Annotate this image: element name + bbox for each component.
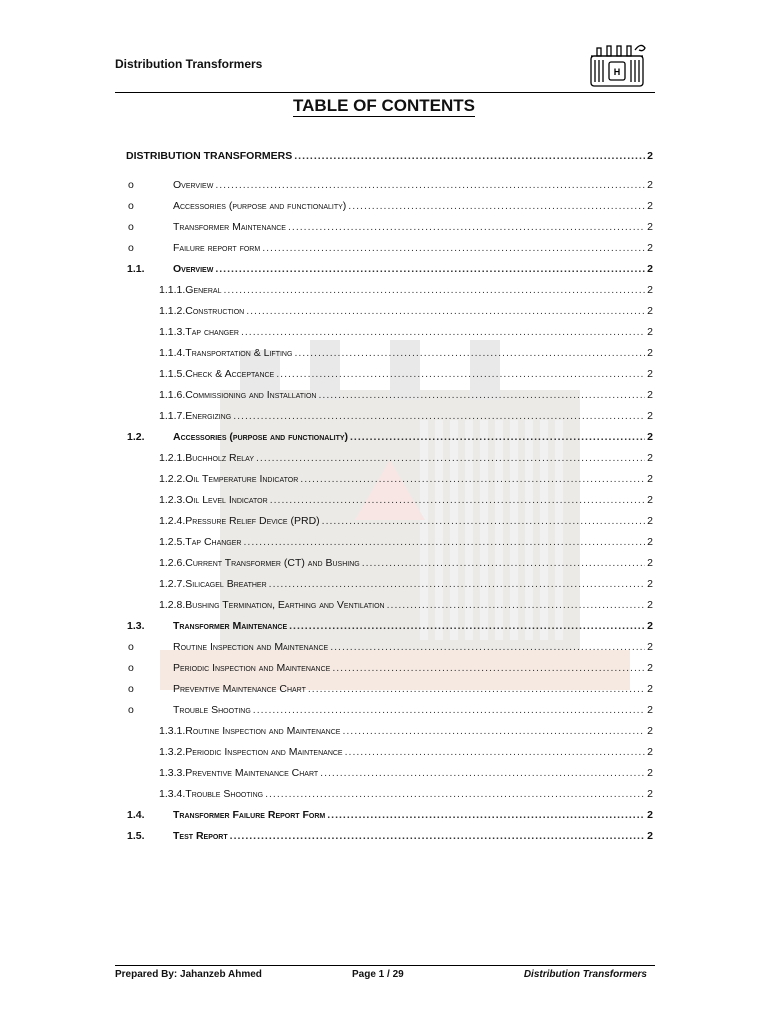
toc-entry[interactable]: [159, 574, 653, 590]
toc-entry-title: Silicagel Breather: [185, 578, 267, 590]
toc-entry-title: Test Report: [173, 830, 228, 842]
toc-entry-title: Bushing Termination, Earthing and Ventilation: [185, 599, 385, 611]
toc-dot-leader: [269, 578, 646, 590]
toc-entry[interactable]: [127, 616, 653, 632]
toc-entry[interactable]: [127, 427, 653, 443]
toc-dot-leader: [327, 809, 645, 821]
toc-entry[interactable]: [159, 385, 653, 401]
toc-entry-title: Check & Acceptance: [185, 368, 275, 380]
toc-title-text: TABLE OF CONTENTS: [293, 96, 475, 115]
toc-entry-title: DISTRIBUTION TRANSFORMERS: [126, 150, 293, 162]
toc-entry-page: 2: [647, 704, 653, 716]
toc-entry-page: 2: [647, 389, 653, 401]
toc-entry-title: Preventive Maintenance Chart: [173, 683, 306, 695]
toc-entry[interactable]: [159, 721, 653, 737]
toc-entry-title: Periodic Inspection and Maintenance: [185, 746, 343, 758]
toc-entry-title: Construction: [185, 305, 245, 317]
toc-entry[interactable]: [128, 196, 653, 212]
toc-entry[interactable]: [159, 364, 653, 380]
toc-dot-leader: [246, 305, 645, 317]
toc-entry-number: o: [128, 662, 134, 674]
toc-entry-number: o: [128, 221, 134, 233]
toc-entry-title: Trouble Shooting: [185, 788, 264, 800]
toc-entry-number: 1.3.: [127, 620, 145, 632]
toc-dot-leader: [233, 410, 645, 422]
toc-dot-leader: [318, 389, 645, 401]
toc-entry-title: Overview: [173, 263, 214, 275]
toc-entry-page: 2: [647, 263, 653, 275]
toc-entry-page: 2: [647, 620, 653, 632]
toc-entry-title: Transformer Failure Report Form: [173, 809, 326, 821]
header-title: Distribution Transformers: [115, 57, 263, 71]
toc-entry-number: 1.2.: [127, 431, 145, 443]
footer-prepared-by: Prepared By: Jahanzeb Ahmed: [115, 969, 262, 980]
toc-entry-number: 1.3.1.: [159, 725, 186, 737]
toc-entry[interactable]: [159, 763, 653, 779]
toc-dot-leader: [294, 150, 645, 162]
toc-entry-page: 2: [647, 683, 653, 695]
toc-entry-title: Pressure Relief Device (PRD): [185, 515, 320, 527]
toc-entry-page: 2: [647, 473, 653, 485]
toc-entry[interactable]: [159, 511, 653, 527]
toc-entry-number: o: [128, 641, 134, 653]
toc-dot-leader: [223, 284, 645, 296]
toc-entry-title: Commissioning and Installation: [185, 389, 317, 401]
toc-entry[interactable]: [159, 322, 653, 338]
transformer-logo-icon: [585, 38, 649, 90]
toc-entry-title: Current Transformer (CT) and Bushing: [185, 557, 360, 569]
toc-entry[interactable]: [127, 826, 653, 842]
toc-entry-page: 2: [647, 179, 653, 191]
toc-entry-number: 1.3.2.: [159, 746, 186, 758]
toc-dot-leader: [243, 536, 645, 548]
toc-entry[interactable]: [159, 742, 653, 758]
toc-dot-leader: [265, 788, 645, 800]
toc-entry-page: 2: [647, 578, 653, 590]
toc-entry-number: 1.2.8.: [159, 599, 186, 611]
toc-dot-leader: [289, 620, 645, 632]
toc-entry[interactable]: [159, 280, 653, 296]
toc-entry-title: Transformer Maintenance: [173, 620, 288, 632]
toc-entry-page: 2: [647, 767, 653, 779]
toc-entry-number: 1.2.2.: [159, 473, 186, 485]
footer-page-number: Page 1 / 29: [352, 969, 404, 980]
toc-entry-page: 2: [647, 788, 653, 800]
toc-dot-leader: [362, 557, 645, 569]
toc-dot-leader: [253, 704, 645, 716]
toc-entry-number: 1.4.: [127, 809, 145, 821]
toc-entry-page: 2: [647, 368, 653, 380]
page-header: [115, 52, 655, 93]
toc-entry-title: Tap Changer: [185, 536, 242, 548]
toc-entry-page: 2: [647, 599, 653, 611]
toc-entry[interactable]: [126, 146, 653, 162]
toc-entry-title: Buchholz Relay: [185, 452, 254, 464]
toc-entry[interactable]: [159, 532, 653, 548]
toc-dot-leader: [345, 746, 646, 758]
toc-entry-number: o: [128, 242, 134, 254]
toc-entry-number: 1.1.4.: [159, 347, 186, 359]
toc-entry-page: 2: [647, 150, 653, 162]
toc-entry[interactable]: [159, 490, 653, 506]
toc-dot-leader: [215, 179, 645, 191]
toc-entry-number: 1.2.6.: [159, 557, 186, 569]
toc-entry-page: 2: [647, 242, 653, 254]
toc-entry-number: o: [128, 200, 134, 212]
toc-entry-page: 2: [647, 326, 653, 338]
toc-entry-number: o: [128, 179, 134, 191]
toc-dot-leader: [256, 452, 645, 464]
toc-entry-page: 2: [647, 557, 653, 569]
toc-entry-page: 2: [647, 809, 653, 821]
toc-dot-leader: [387, 599, 646, 611]
toc-dot-leader: [300, 473, 645, 485]
toc-entry-title: Overview: [173, 179, 214, 191]
toc-entry-page: 2: [647, 431, 653, 443]
toc-entry-page: 2: [647, 284, 653, 296]
toc-entry-number: 1.1.2.: [159, 305, 186, 317]
toc-entry[interactable]: [127, 259, 653, 275]
toc-entry-number: 1.2.3.: [159, 494, 186, 506]
toc-entry-number: 1.1.5.: [159, 368, 186, 380]
toc-entry-number: o: [128, 704, 134, 716]
toc-dot-leader: [330, 641, 645, 653]
svg-text:H: H: [613, 67, 621, 77]
toc-entry-number: 1.2.1.: [159, 452, 186, 464]
toc-entry-page: 2: [647, 452, 653, 464]
toc-entry[interactable]: [128, 679, 653, 695]
toc-entry-number: o: [128, 683, 134, 695]
toc-entry-page: 2: [647, 515, 653, 527]
toc-dot-leader: [322, 515, 645, 527]
toc-entry-page: 2: [647, 494, 653, 506]
toc-entry-page: 2: [647, 347, 653, 359]
page-footer: [115, 965, 655, 984]
toc-entry[interactable]: [128, 658, 653, 674]
toc-dot-leader: [320, 767, 645, 779]
toc-entry-page: 2: [647, 410, 653, 422]
toc-entry-title: Routine Inspection and Maintenance: [185, 725, 341, 737]
toc-entry-title: Trouble Shooting: [173, 704, 251, 716]
toc-dot-leader: [288, 221, 645, 233]
toc-dot-leader: [348, 200, 645, 212]
toc-entry-title: Failure report form: [173, 242, 261, 254]
toc-entry-title: Periodic Inspection and Maintenance: [173, 662, 331, 674]
toc-entry[interactable]: [159, 448, 653, 464]
toc-entry-page: 2: [647, 221, 653, 233]
toc-dot-leader: [241, 326, 645, 338]
toc-entry-number: 1.1.6.: [159, 389, 186, 401]
toc-entry[interactable]: [159, 553, 653, 569]
toc-dot-leader: [342, 725, 645, 737]
toc-entry-title: Oil Level Indicator: [185, 494, 268, 506]
toc-entry-title: Tap changer: [185, 326, 239, 338]
toc-entry-number: 1.3.4.: [159, 788, 186, 800]
toc-entry-number: 1.5.: [127, 830, 145, 842]
toc-entry-page: 2: [647, 725, 653, 737]
toc-entry-number: 1.3.3.: [159, 767, 186, 779]
toc-entry-title: Oil Temperature Indicator: [185, 473, 299, 485]
toc-entry[interactable]: [128, 238, 653, 254]
toc-dot-leader: [308, 683, 645, 695]
toc-dot-leader: [215, 263, 645, 275]
toc-entry-title: Preventive Maintenance Chart: [185, 767, 319, 779]
toc-entry-title: Accessories (purpose and functionality): [173, 200, 347, 212]
toc-dot-leader: [350, 431, 645, 443]
toc-entry[interactable]: [159, 469, 653, 485]
toc-dot-leader: [262, 242, 645, 254]
toc-entry-page: 2: [647, 536, 653, 548]
toc-entry-title: Transportation & Lifting: [185, 347, 293, 359]
toc-entry-title: Energizing: [185, 410, 232, 422]
toc-entry-title: Accessories (purpose and functionality): [173, 431, 349, 443]
toc-entry[interactable]: [159, 343, 653, 359]
toc-entry-number: 1.2.7.: [159, 578, 186, 590]
toc-entry-number: 1.1.: [127, 263, 145, 275]
toc-entry[interactable]: [159, 301, 653, 317]
toc-entry-number: 1.1.7.: [159, 410, 186, 422]
toc-entry[interactable]: [128, 700, 653, 716]
toc-entry-page: 2: [647, 641, 653, 653]
toc-dot-leader: [332, 662, 645, 674]
toc-dot-leader: [230, 830, 646, 842]
toc-entry[interactable]: [159, 406, 653, 422]
toc-entry-number: 1.1.3.: [159, 326, 186, 338]
toc-entry-page: 2: [647, 200, 653, 212]
toc-entry-page: 2: [647, 746, 653, 758]
toc-entry[interactable]: [159, 595, 653, 611]
toc-entry[interactable]: [159, 784, 653, 800]
toc-entry[interactable]: [128, 637, 653, 653]
toc-entry-page: 2: [647, 830, 653, 842]
footer-doc-name: Distribution Transformers: [523, 969, 647, 980]
toc-entry-number: 1.1.1.: [159, 284, 186, 296]
toc-dot-leader: [294, 347, 645, 359]
toc-entry[interactable]: [128, 175, 653, 191]
toc-entry-page: 2: [647, 662, 653, 674]
toc-entry-number: 1.2.4.: [159, 515, 186, 527]
toc-entry-title: General: [185, 284, 222, 296]
toc-entry[interactable]: [127, 805, 653, 821]
toc-dot-leader: [276, 368, 645, 380]
toc-entry[interactable]: [128, 217, 653, 233]
toc-dot-leader: [270, 494, 645, 506]
toc-entry-page: 2: [647, 305, 653, 317]
toc-title: [0, 96, 768, 116]
toc-entry-number: 1.2.5.: [159, 536, 186, 548]
toc-entry-title: Transformer Maintenance: [173, 221, 286, 233]
toc-entry-title: Routine Inspection and Maintenance: [173, 641, 329, 653]
